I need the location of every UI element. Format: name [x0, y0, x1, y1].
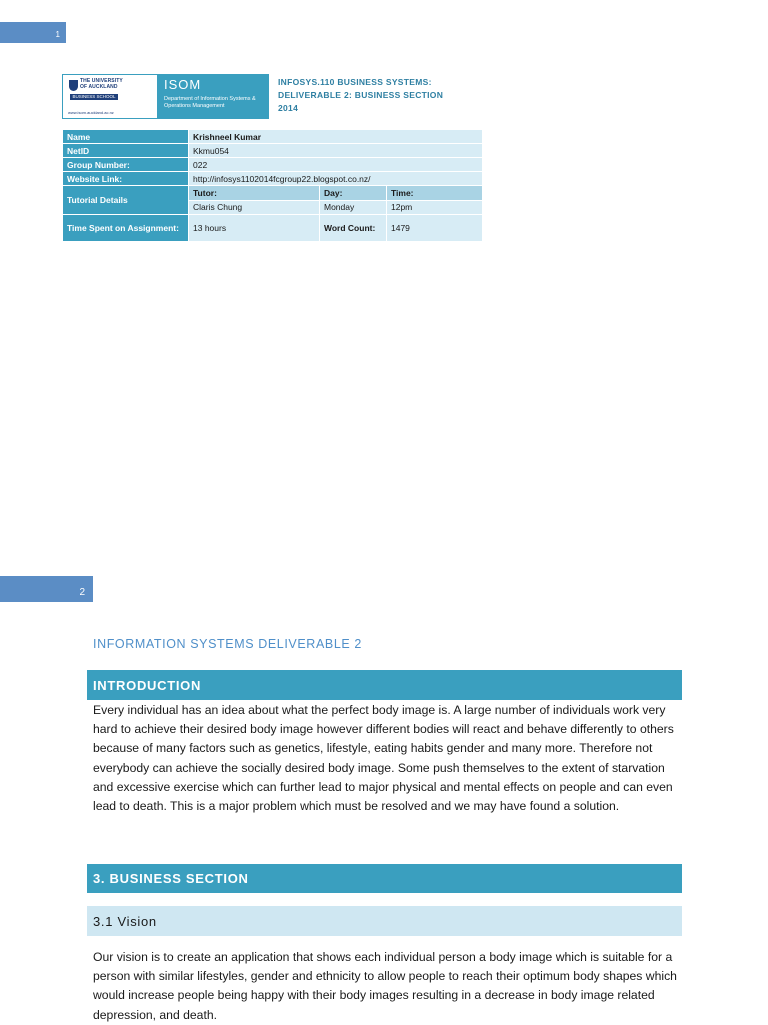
business-school-label: BUSINESS SCHOOL	[70, 94, 118, 100]
group-row	[63, 158, 483, 172]
logo-url: www.isom.auckland.ac.nz	[68, 110, 114, 115]
netid-value: Kkmu054	[189, 144, 483, 158]
time-spent-label: Time Spent on Assignment:	[63, 215, 189, 242]
website-link[interactable]: http://infosys1102014fcgroup22.blogspot.co.nz/	[189, 172, 483, 186]
tutorial-label: Tutorial Details	[63, 186, 189, 215]
crest-icon	[69, 80, 78, 91]
business-section-heading: 3. BUSINESS SECTION	[87, 864, 682, 893]
university-logo	[62, 74, 158, 119]
page-number-1: 1	[0, 22, 66, 43]
isom-logo	[62, 74, 269, 119]
day-label: Day:	[320, 186, 387, 201]
time-spent-value: 13 hours	[189, 215, 320, 242]
day-value: Monday	[320, 200, 387, 215]
name-label: Name	[63, 130, 189, 144]
university-name: THE UNIVERSITY OF AUCKLAND	[80, 78, 123, 90]
introduction-heading: INTRODUCTION	[87, 670, 682, 700]
word-count-value: 1479	[387, 215, 483, 242]
name-row	[63, 130, 483, 144]
tutor-label: Tutor:	[189, 186, 320, 201]
course-title: INFOSYS.110 BUSINESS SYSTEMS: DELIVERABLE 2: BUSINESS SECTION 2014	[278, 77, 444, 113]
tutor-value: Claris Chung	[189, 200, 320, 215]
website-label: Website Link:	[63, 172, 189, 186]
group-value: 022	[189, 158, 483, 172]
time-label: Time:	[387, 186, 483, 201]
student-details-table	[62, 129, 483, 242]
vision-heading: 3.1 Vision	[87, 906, 682, 936]
page-number-2: 2	[0, 576, 93, 602]
department-name: Department of Information Systems & Operations Management	[164, 96, 256, 109]
name-value: Krishneel Kumar	[189, 130, 483, 144]
isom-brand: ISOM	[164, 77, 202, 92]
vision-paragraph: Our vision is to create an application that shows each individual person a body image which is suitable for a person with similar lifestyles, gender and ethnicity to allow people to reach their optimum body shapes which would increase people being happy with their body images resulting in a decrease in body image related depression, and death.	[93, 950, 677, 1022]
tutorial-header-row	[63, 186, 483, 201]
time-spent-row	[63, 215, 483, 242]
word-count-label: Word Count:	[320, 215, 387, 242]
netid-label: NetID	[63, 144, 189, 158]
time-value: 12pm	[387, 200, 483, 215]
group-label: Group Number:	[63, 158, 189, 172]
introduction-paragraph: Every individual has an idea about what the perfect body image is. A large number of individuals work very hard to achieve their desired body image however different bodies will react and behave differently to others because of many factors such as genetics, lifestyle, eating habits gender and many more. Therefore not everybody can achieve the socially desired body image. Some push themselves to the extent of starvation and excessive exercise which can further lead to major physical and mental effects on people and can even lead to death. This is a major problem which must be resolved and we may have found a solution.	[93, 703, 674, 814]
website-row	[63, 172, 483, 186]
netid-row	[63, 144, 483, 158]
document-heading: INFORMATION SYSTEMS DELIVERABLE 2	[93, 637, 362, 651]
